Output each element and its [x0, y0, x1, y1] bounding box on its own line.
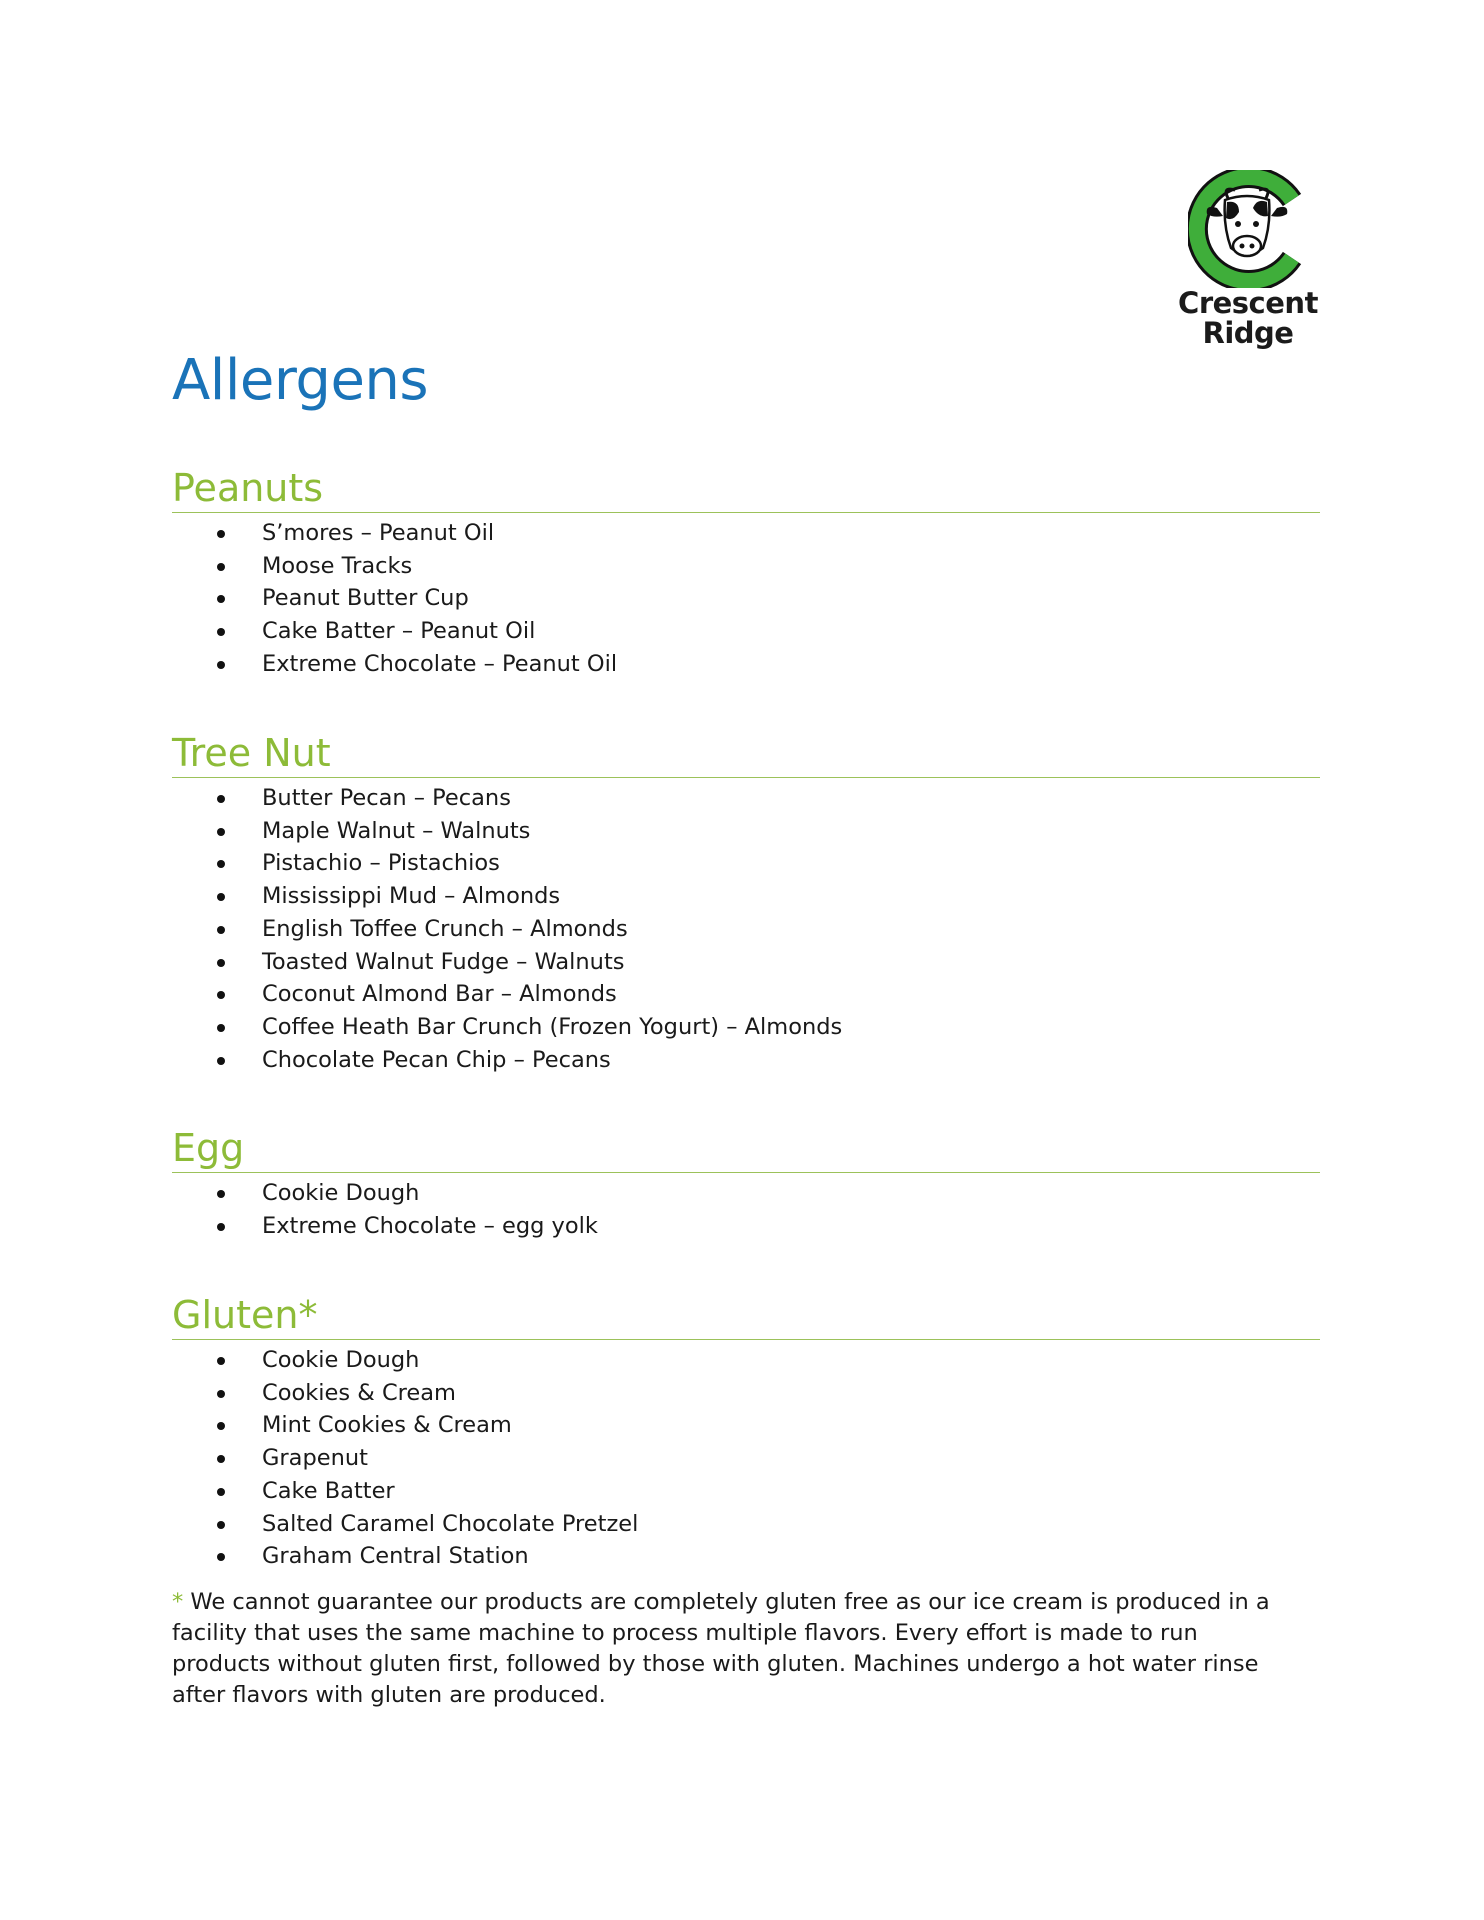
allergen-list [172, 517, 1320, 681]
bullet-icon [217, 860, 225, 868]
list-item [172, 517, 1320, 550]
bullet-icon [217, 530, 225, 538]
section-heading: Egg [172, 1126, 1320, 1173]
bullet-icon [217, 1422, 225, 1430]
section-heading: Peanuts [172, 466, 1320, 513]
bullet-icon [217, 926, 225, 934]
item-label: Coffee Heath Bar Crunch (Frozen Yogurt) – Almonds [262, 1013, 843, 1040]
list-item [172, 880, 1320, 913]
section-heading: Gluten* [172, 1293, 1320, 1340]
item-label: Mississippi Mud – Almonds [262, 883, 561, 910]
item-label: Pistachio – Pistachios [262, 850, 500, 877]
section-gluten [172, 1293, 1320, 1573]
item-label: Extreme Chocolate – Peanut Oil [262, 650, 618, 677]
logo-wordmark [1178, 288, 1318, 348]
allergen-list [172, 782, 1320, 1076]
item-label: Cookies & Cream [262, 1379, 456, 1406]
item-label: Salted Caramel Chocolate Pretzel [262, 1510, 639, 1537]
item-label: Coconut Almond Bar – Almonds [262, 981, 617, 1008]
bullet-icon [217, 595, 225, 603]
item-label: Peanut Butter Cup [262, 585, 469, 612]
item-label: Extreme Chocolate – egg yolk [262, 1212, 598, 1239]
bullet-icon [217, 1024, 225, 1032]
item-label: S’mores – Peanut Oil [262, 520, 495, 546]
list-item [172, 648, 1320, 681]
list-item [172, 847, 1320, 880]
bullet-icon [217, 1223, 225, 1231]
list-item [172, 1210, 1320, 1243]
item-label: Cake Batter – Peanut Oil [262, 618, 536, 645]
list-item [172, 1475, 1320, 1508]
item-label: Mint Cookies & Cream [262, 1412, 512, 1439]
gluten-footnote [172, 1587, 1302, 1711]
section-heading: Tree Nut [172, 731, 1320, 778]
item-label: Butter Pecan – Pecans [262, 785, 511, 811]
bullet-icon [217, 795, 225, 803]
bullet-icon [217, 1190, 225, 1198]
item-label: Graham Central Station [262, 1543, 529, 1570]
list-item [172, 946, 1320, 979]
allergen-list [172, 1177, 1320, 1242]
list-item [172, 1044, 1320, 1077]
bullet-icon [217, 661, 225, 669]
footnote-marker: * [172, 1589, 184, 1615]
section-peanuts [172, 466, 1320, 681]
item-label: Cookie Dough [262, 1347, 420, 1373]
bullet-icon [217, 959, 225, 967]
bullet-icon [217, 1455, 225, 1463]
page-title: Allergens [172, 348, 429, 413]
logo-line-1: Crescent [1178, 286, 1318, 320]
bullet-icon [217, 1057, 225, 1065]
footnote-text: We cannot guarantee our products are completely gluten free as our ice cream is produced in a facility that uses the same machine to process multiple flavors. Every effort is made to run products without gluten first, followed by those with gluten. Machines undergo a hot water rinse after flavors with gluten are produced. [172, 1589, 1270, 1708]
bullet-icon [217, 1488, 225, 1496]
list-item [172, 1011, 1320, 1044]
item-label: Grapenut [262, 1445, 368, 1472]
bullet-icon [217, 893, 225, 901]
item-label: Maple Walnut – Walnuts [262, 817, 531, 844]
bullet-icon [217, 1390, 225, 1398]
bullet-icon [217, 1357, 225, 1365]
list-item [172, 782, 1320, 815]
list-item [172, 978, 1320, 1011]
list-item [172, 1177, 1320, 1210]
bullet-icon [217, 628, 225, 636]
list-item [172, 1540, 1320, 1573]
section-egg [172, 1126, 1320, 1242]
list-item [172, 815, 1320, 848]
list-item [172, 1344, 1320, 1377]
item-label: Chocolate Pecan Chip – Pecans [262, 1046, 611, 1073]
section-tree-nut [172, 731, 1320, 1076]
list-item [172, 1377, 1320, 1410]
logo-line-2: Ridge [1202, 316, 1294, 350]
bullet-icon [217, 828, 225, 836]
item-label: Cake Batter [262, 1477, 395, 1504]
bullet-icon [217, 1553, 225, 1561]
list-item [172, 1442, 1320, 1475]
bullet-icon [217, 563, 225, 571]
list-item [172, 550, 1320, 583]
item-label: Moose Tracks [262, 552, 413, 579]
list-item [172, 615, 1320, 648]
bullet-icon [217, 1521, 225, 1529]
list-item [172, 582, 1320, 615]
bullet-icon [217, 991, 225, 999]
list-item [172, 1508, 1320, 1541]
allergen-list [172, 1344, 1320, 1573]
item-label: Toasted Walnut Fudge – Walnuts [262, 948, 625, 975]
list-item [172, 1409, 1320, 1442]
list-item [172, 913, 1320, 946]
crescent-ridge-logo [1178, 170, 1318, 358]
cow-logo-icon [1188, 170, 1306, 288]
item-label: Cookie Dough [262, 1180, 420, 1206]
item-label: English Toffee Crunch – Almonds [262, 915, 628, 942]
